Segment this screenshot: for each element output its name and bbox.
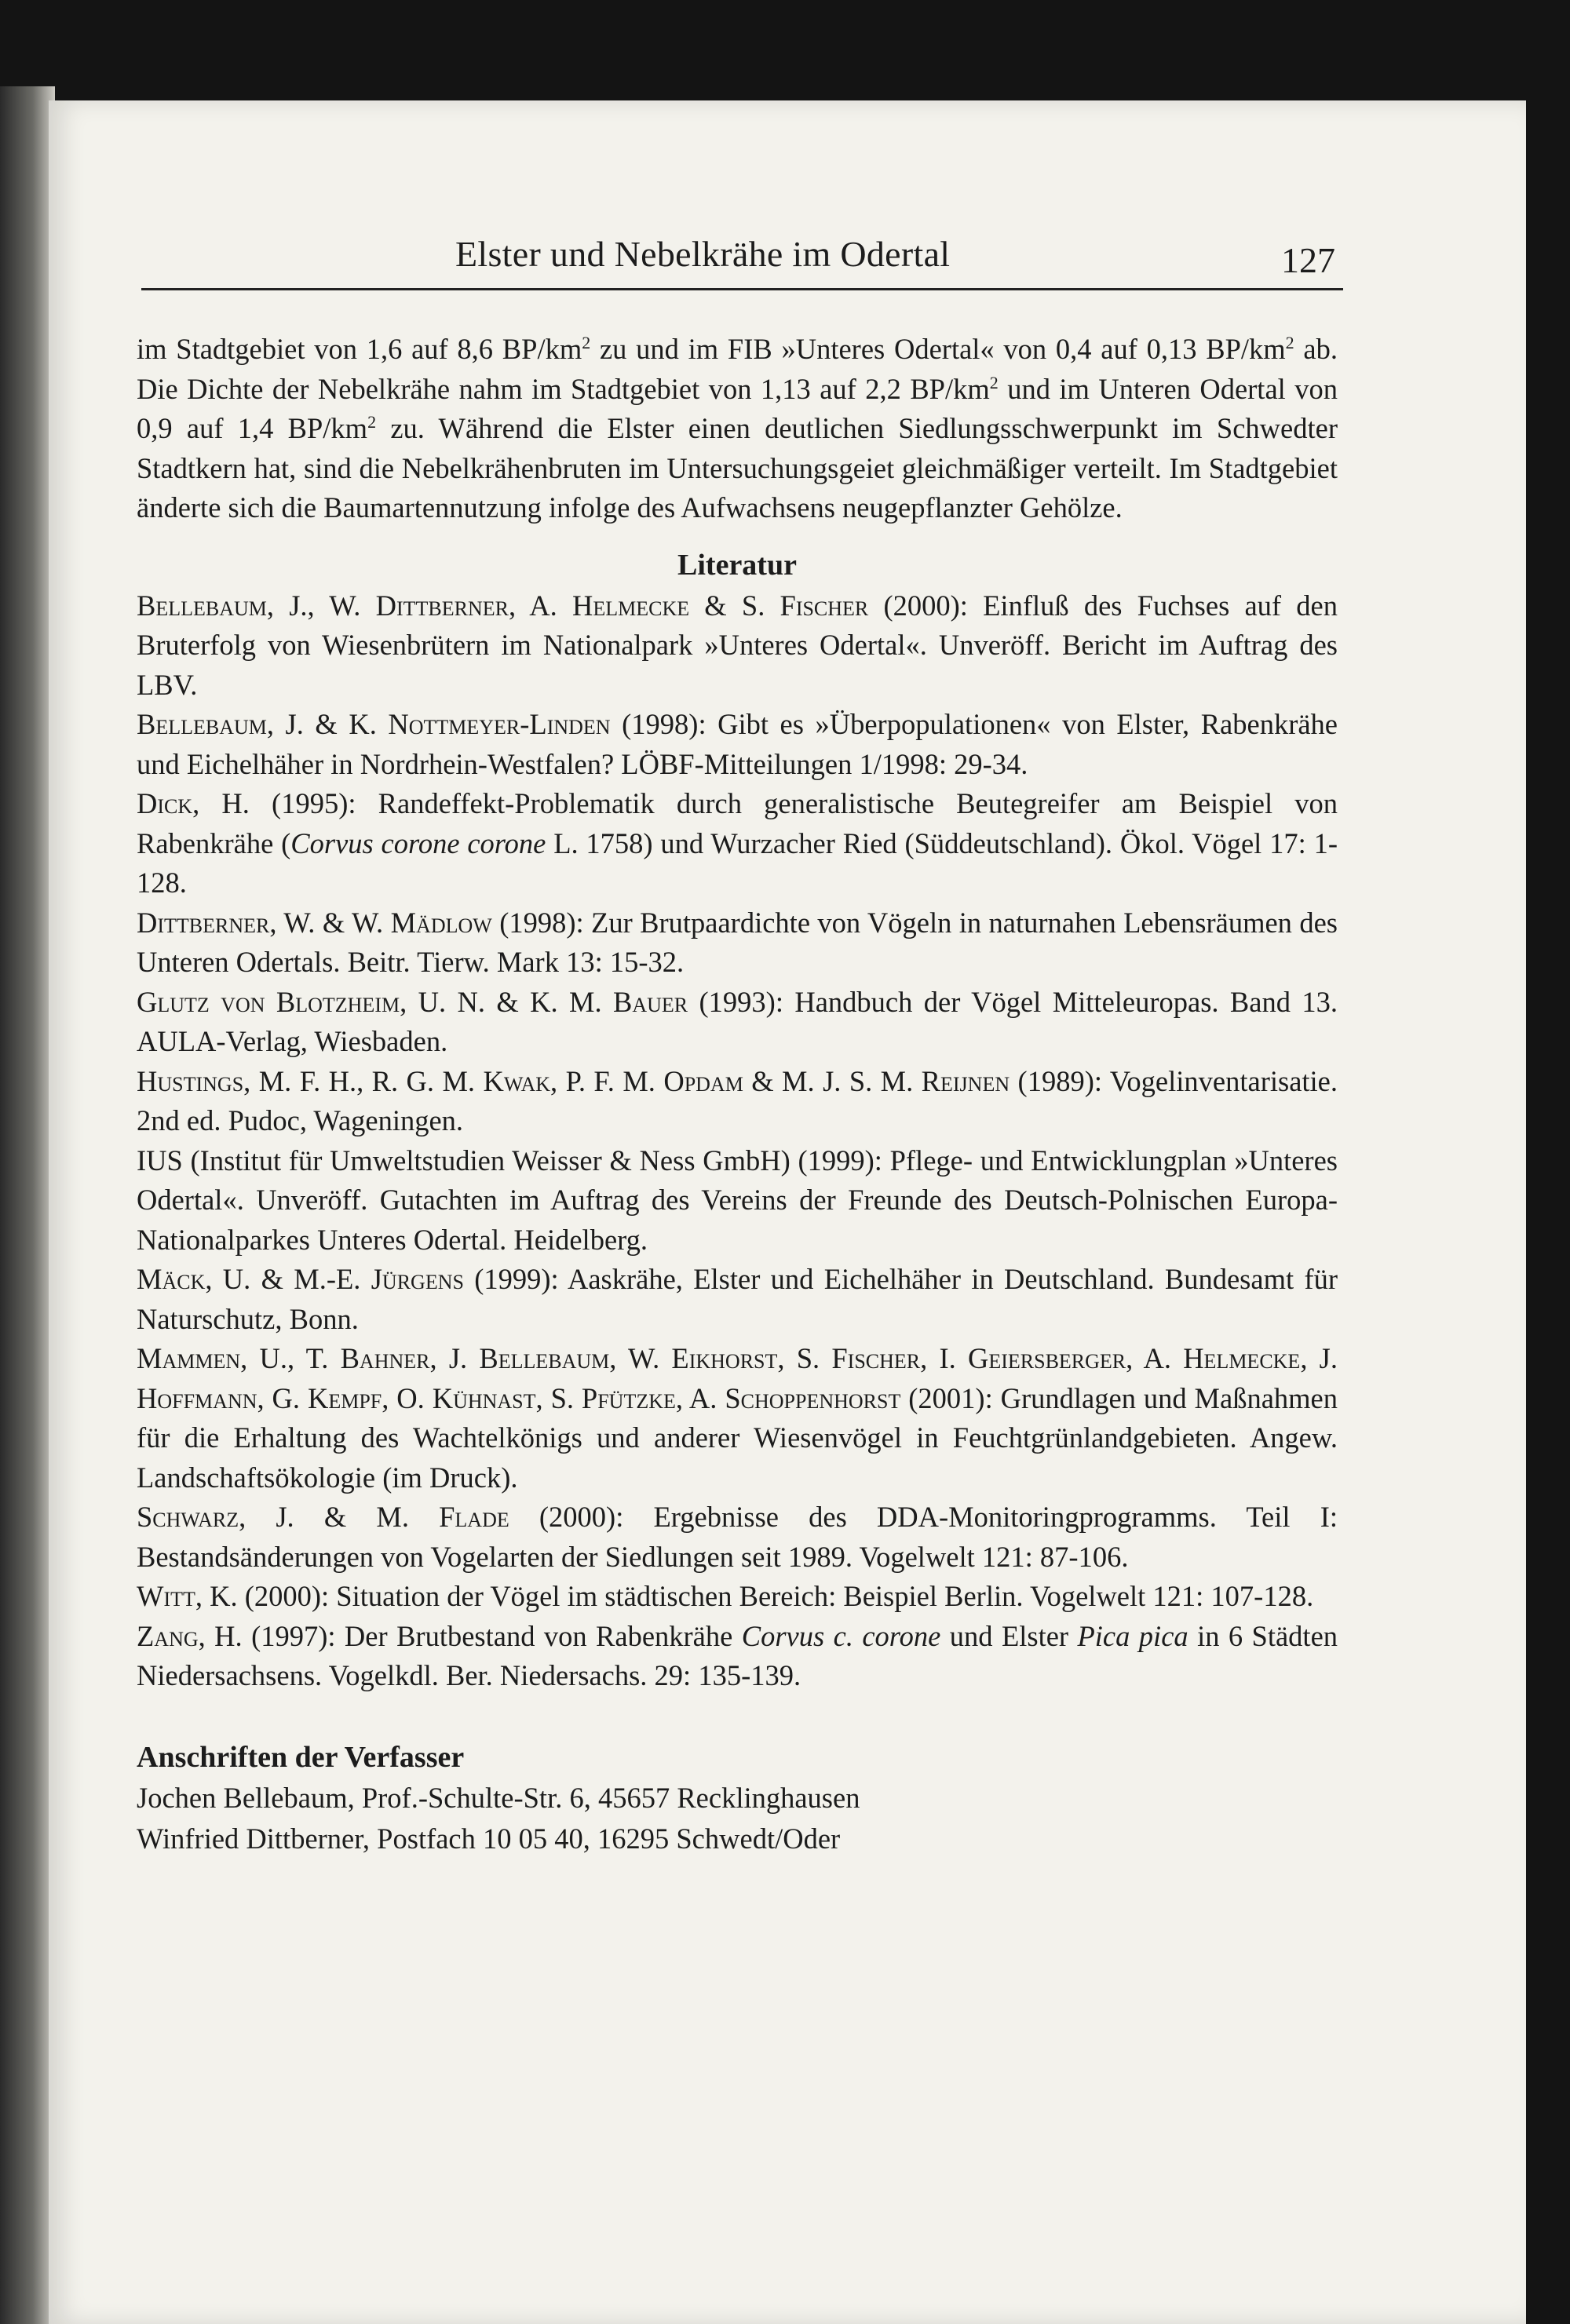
running-title: Elster und Nebelkrähe im Odertal — [455, 234, 951, 274]
literature-heading: Literatur — [677, 548, 797, 582]
addresses-heading: Anschriften der Verfasser — [137, 1740, 465, 1774]
reference-item: Bellebaum, J., W. Dittberner, A. Helmecke & S. Fischer (2000): Einfluß des Fuchses auf den Bruterfolg von Wiesenbrütern im Nationalpark »Unteres Odertal«. Unveröff. Bericht im Auftrag des LBV. — [137, 589, 1338, 701]
page-number: 127 — [1281, 240, 1335, 280]
reference-item: Dick, H. (1995): Randeffekt-Problematik durch generalistische Beutegreifer am Beispiel von Rabenkrähe (Corvus corone corone L. 1758) und Wurzacher Ried (Süddeutschland). Ökol. Vögel 17: 1-128. — [137, 787, 1338, 899]
reference-item: IUS (Institut für Umweltstudien Weisser & Ness GmbH) (1999): Pflege- und Entwicklungplan »Unteres Odertal«. Unveröff. Gutachten im Auftrag des Vereins der Freunde des Deutsch-Polnischen Europa-Nationalparkes Unteres Odertal. Heidelberg. — [137, 1144, 1338, 1256]
reference-item: Mammen, U., T. Bahner, J. Bellebaum, W. Eikhorst, S. Fischer, I. Geiersberger, A. Helmecke, J. Hoffmann, G. Kempf, O. Kühnast, S. Pfützke, A. Schoppenhorst (2001): Grundlagen und Maßnahmen für die Erhaltung des Wachtelkönigs und anderer Wiesenvögel in Feuchtgrünlandgebieten. Angew. Landschaftsökologie (im Druck). — [137, 1342, 1338, 1494]
reference-item: Schwarz, J. & M. Flade (2000): Ergebnisse des DDA-Monitoringprogramms. Teil I: Bestandsänderungen von Vogelarten der Siedlungen seit 1989. Vogelwelt 121: 87-106. — [137, 1501, 1338, 1573]
body-text — [137, 330, 1338, 1859]
reference-item: Glutz von Blotzheim, U. N. & K. M. Bauer (1993): Handbuch der Vögel Mitteleuropas. Band 13. AULA-Verlag, Wiesbaden. — [137, 985, 1338, 1057]
address-line: Jochen Bellebaum, Prof.-Schulte-Str. 6, 45657 Recklinghausen — [137, 1781, 860, 1814]
address-line: Winfried Dittberner, Postfach 10 05 40, 16295 Schwedt/Oder — [137, 1822, 841, 1855]
scan-edge — [0, 86, 55, 2324]
reference-item: Mäck, U. & M.-E. Jürgens (1999): Aaskrähe, Elster und Eichelhäher in Deutschland. Bundesamt für Naturschutz, Bonn. — [137, 1263, 1338, 1335]
reference-item: Zang, H. (1997): Der Brutbestand von Rabenkrähe Corvus c. corone und Elster Pica pica in 6 Städten Niedersachsens. Vogelkdl. Ber. Niedersachs. 29: 135-139. — [137, 1619, 1338, 1691]
intro-paragraph: im Stadtgebiet von 1,6 auf 8,6 $BP/km^2$ zu und im FIB »Unteres Odertal« von 0,4 auf 0,13 $BP/km^2$ ab. Die Dichte der Nebelkrähe nahm im Stadtgebiet von 1,13 auf 2,2 $BP/km^2$ und im Unteren Odertal von 0,9 auf 1,4 $BP/km^2$ zu. Während die Elster einen deutlichen Siedlungsschwerpunkt im Schwedter Stadtkern hat, sind die Nebelkrähenbruten im Untersuchungsgeiet gleichmäßiger verteilt. Im Stadtgebiet änderte sich die Baumartennutzung infolge des Aufwachsens neugepflanzter Gehölze. — [137, 332, 1338, 524]
reference-item: Dittberner, W. & W. Mädlow (1998): Zur Brutpaardichte von Vögeln in naturnahen Lebensräumen des Unteren Odertals. Beitr. Tierw. Mark 13: 15-32. — [137, 906, 1338, 978]
reference-item: Witt, K. (2000): Situation der Vögel im städtischen Bereich: Beispiel Berlin. Vogelwelt 121: 107-128. — [137, 1580, 1314, 1612]
reference-item: Bellebaum, J. & K. Nottmeyer-Linden (1998): Gibt es »Überpopulationen« von Elster, Rabenkrähe und Eichelhäher in Nordrhein-Westfalen? LÖBF-Mitteilungen 1/1998: 29-34. — [137, 708, 1338, 780]
page-header — [141, 233, 1343, 290]
reference-item: Hustings, M. F. H., R. G. M. Kwak, P. F. M. Opdam & M. J. S. M. Reijnen (1989): Vogelinventarisatie. 2nd ed. Pudoc, Wageningen. — [137, 1064, 1338, 1136]
